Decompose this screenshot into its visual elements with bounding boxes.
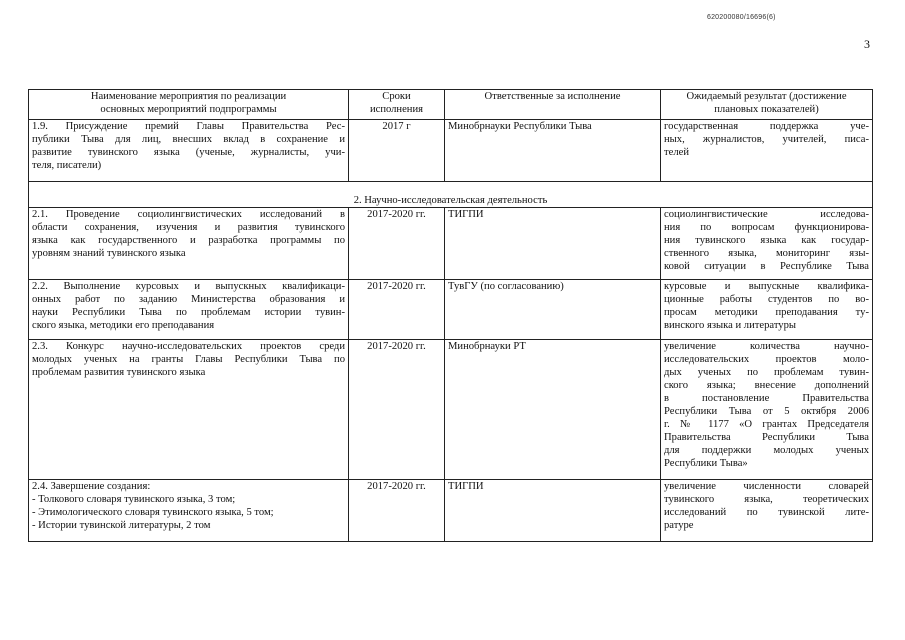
activity-result (661, 208, 873, 280)
activity-term: 2017-2020 гг. (349, 340, 445, 480)
header-activity-name (29, 90, 349, 120)
text-line: государственная поддержка уче- (664, 121, 869, 132)
text-line: молодых ученых на гранты Главы Республики Тыва по (32, 354, 345, 365)
text-line: теля, писатели) (32, 160, 102, 171)
text-line: ского языка; внесение дополнений (664, 380, 869, 391)
text-line: ского языка, методики его преподавания (32, 320, 215, 331)
activity-result (661, 120, 873, 182)
header-line: Ответственные за исполнение (484, 91, 621, 102)
activity-term: 2017-2020 гг. (349, 480, 445, 542)
activities-table (28, 89, 873, 542)
text-line: проблемам развития тувинского языка (32, 367, 206, 378)
header-line: Сроки (382, 91, 411, 102)
text-line: публики Тыва для лиц, внесших вклад в сохранение и (32, 134, 345, 145)
header-terms (349, 90, 445, 120)
text-line: г. № 1177 «О грантах Председателя (664, 419, 869, 430)
table-row (29, 340, 873, 480)
text-line: - Этимологического словаря тувинского языка, 5 том; (32, 507, 274, 518)
activity-result (661, 280, 873, 340)
activity-term: 2017 г (349, 120, 445, 182)
header-line: Ожидаемый результат (достижение (686, 91, 847, 102)
text-line: уровням знаний тувинского языка (32, 248, 186, 259)
activity-name (29, 280, 349, 340)
activity-name (29, 208, 349, 280)
text-line: увеличение численности словарей (664, 481, 869, 492)
activity-responsible: ТувГУ (по согласованию) (445, 280, 661, 340)
activity-result (661, 340, 873, 480)
text-line: для поддержки молодых ученых (664, 445, 869, 456)
text-line: - Толкового словаря тувинского языка, 3 том; (32, 494, 236, 505)
table-row (29, 480, 873, 542)
activity-name (29, 120, 349, 182)
header-responsible (445, 90, 661, 120)
text-line: 2.2. Выполнение курсовых и выпускных квалификаци- (32, 281, 345, 292)
activity-responsible: Минобрнауки РТ (445, 340, 661, 480)
activity-term: 2017-2020 гг. (349, 208, 445, 280)
activity-responsible: ТИГПИ (445, 480, 661, 542)
text-line: тувинского языка, теоретических (664, 494, 869, 505)
text-line: науки Республики Тыва по проблемам истории тувин- (32, 307, 345, 318)
text-line: Правительства Республики Тыва (664, 432, 869, 443)
table-row (29, 208, 873, 280)
activity-result (661, 480, 873, 542)
text-line: Республики Тыва от 5 октября 2006 (664, 406, 869, 417)
text-line: ковой ситуации в Республике Тыва (664, 261, 869, 272)
section-title: 2. Научно-исследовательская деятельность (353, 195, 548, 206)
text-line: курсовые и выпускные квалифика- (664, 281, 869, 292)
text-line: ния по вопросам функционирова- (664, 222, 869, 233)
text-line: ственного языка, мониторинг язы- (664, 248, 869, 259)
activity-name (29, 340, 349, 480)
activity-responsible: ТИГПИ (445, 208, 661, 280)
header-line: основных мероприятий подпрограммы (100, 104, 277, 115)
text-line: дых ученых по проблемам тувин- (664, 367, 869, 378)
text-line: исследований по тувинской лите- (664, 507, 869, 518)
header-line: Наименование мероприятия по реализации (90, 91, 287, 102)
text-line: Республики Тыва» (664, 458, 748, 469)
text-line: ратуре (664, 520, 694, 531)
text-line: исследовательских проектов моло- (664, 354, 869, 365)
text-line: 2.3. Конкурс научно-исследовательских проектов среди (32, 341, 345, 352)
text-line: просам методики преподавания ту- (664, 307, 869, 318)
text-line: винского языка и литературы (664, 320, 797, 331)
text-line: 2.1. Проведение социолингвистических исследований в (32, 209, 345, 220)
header-line: исполнения (369, 104, 424, 115)
text-line: онных работ по заданию Министерства образования и (32, 294, 345, 305)
text-line: - Истории тувинской литературы, 2 том (32, 520, 211, 531)
text-line: ния тувинского языка как государ- (664, 235, 869, 246)
header-line: плановых показателей) (714, 104, 819, 115)
activity-name (29, 480, 349, 542)
header-expected-result (661, 90, 873, 120)
text-line: развитие тувинского языка (ученые, журналисты, учи- (32, 147, 345, 158)
section-heading-row (29, 182, 873, 208)
text-line: ционные работы студентов по во- (664, 294, 869, 305)
page-number: 3 (864, 37, 870, 51)
table-header-row (29, 90, 873, 120)
document-id: 620200080/16696(6) (707, 14, 776, 21)
text-line: увеличение количества научно- (664, 341, 869, 352)
text-line: 2.4. Завершение создания: (32, 481, 151, 492)
table-row (29, 120, 873, 182)
text-line: ных, журналистов, учителей, писа- (664, 134, 869, 145)
activity-responsible: Минобрнауки Республики Тыва (445, 120, 661, 182)
text-line: области сохранения, изучения и развития тувинского (32, 222, 345, 233)
text-line: 1.9. Присуждение премий Главы Правительства Рес- (32, 121, 345, 132)
table-row (29, 280, 873, 340)
text-line: в постановление Правительства (664, 393, 869, 404)
section-heading (29, 182, 873, 208)
activity-term: 2017-2020 гг. (349, 280, 445, 340)
text-line: языка как государственного и разработка программы по (32, 235, 345, 246)
text-line: социолингвистические исследова- (664, 209, 869, 220)
text-line: телей (664, 147, 689, 158)
